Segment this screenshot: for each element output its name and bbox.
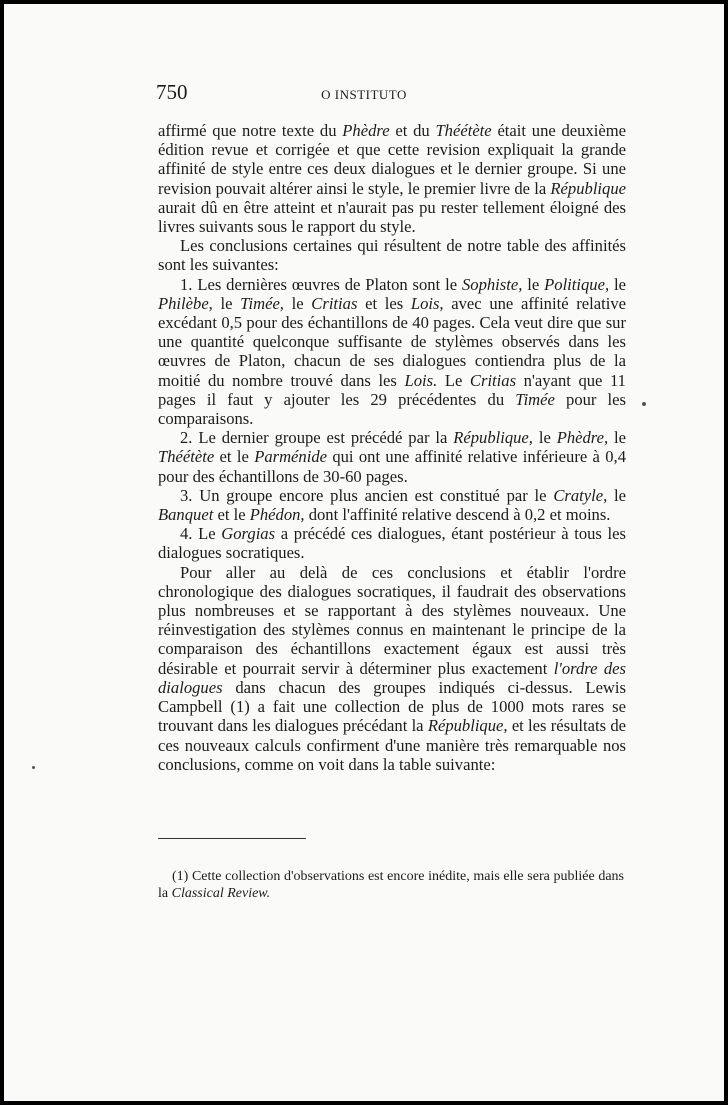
footnote-rule — [158, 838, 306, 839]
body-text — [158, 121, 626, 774]
journal-title: O INSTITUTO — [321, 87, 407, 102]
page-number: 750 — [156, 80, 188, 104]
scan-speck — [642, 402, 646, 406]
footnote: (1) Cette collection d'observations est encore inédite, mais elle sera publiée dans la Classical Review. — [158, 869, 624, 901]
paragraph-point-3: 3. Un groupe encore plus ancien est constitué par le Cratyle, le Banquet et le Phédon, dont l'affinité relative descend à 0,2 et moins. — [158, 485, 626, 525]
document-page — [4, 4, 724, 1101]
paragraph-revision: affirmé que notre texte du Phèdre et du Théétète était une deuxième édition revue et corrigée et que cette revision expliquait la grande affinité de style entre ces deux dialogues et le dernier groupe. Si une revision pouvait altérer ainsi le style, le premier livre de la République aurait dû en être atteint et n'aurait pas pu rester tellement éloigné des livres suivants sous le rapport du style. — [158, 121, 626, 237]
paragraph-point-1: 1. Les dernières œuvres de Platon sont le Sophiste, le Politique, le Philèbe, le Timée, le Critias et les Lois, avec une affinité relative excédant 0,5 pour des échantillons de 40 pages. Cela veut dire que sur une quantité quelconque suffisante de stylèmes observés dans les œuvres de Platon, chacun de ses dialogues contiendra plus de la moitié du nombre trouvé dans les Lois. Le Critias n'ayant que 11 pages il faut y ajouter les 29 précédentes du Timée pour les comparaisons. — [158, 274, 626, 429]
paragraph-conclusions: Les conclusions certaines qui résultent de notre table des affinités sont les suivantes: — [158, 236, 626, 275]
paragraph-point-4: 4. Le Gorgias a précédé ces dialogues, étant postérieur à tous les dialogues socratiques. — [158, 524, 626, 563]
paragraph-point-2: 2. Le dernier groupe est précédé par la République, le Phèdre, le Théétète et le Parménide qui ont une affinité relative inférieure à 0,4 pour des échantillons de 30-60 pages. — [158, 428, 626, 486]
paragraph-further-research: Pour aller au delà de ces conclusions et établir l'ordre chronologique des dialogues socratiques, il faudrait des observations plus nombreuses et se rapportant à des stylèmes nouveaux. Une réinvestigation des stylèmes connus en maintenant le principe de la comparaison des échantillons exactement égaux est aussi très désirable et pourrait servir à déterminer plus exactement l'ordre des dialogues dans chacun des groupes indiqués ci-dessus. Lewis Campbell (1) a fait une collection de plus de 1000 mots rares se trouvant dans les dialogues précédant la République, et les résultats de ces nouveaux calculs confirment d'une manière très remarquable nos conclusions, comme on voit dans la table suivante: — [158, 562, 626, 774]
scan-speck — [32, 766, 35, 769]
running-head — [4, 82, 724, 106]
